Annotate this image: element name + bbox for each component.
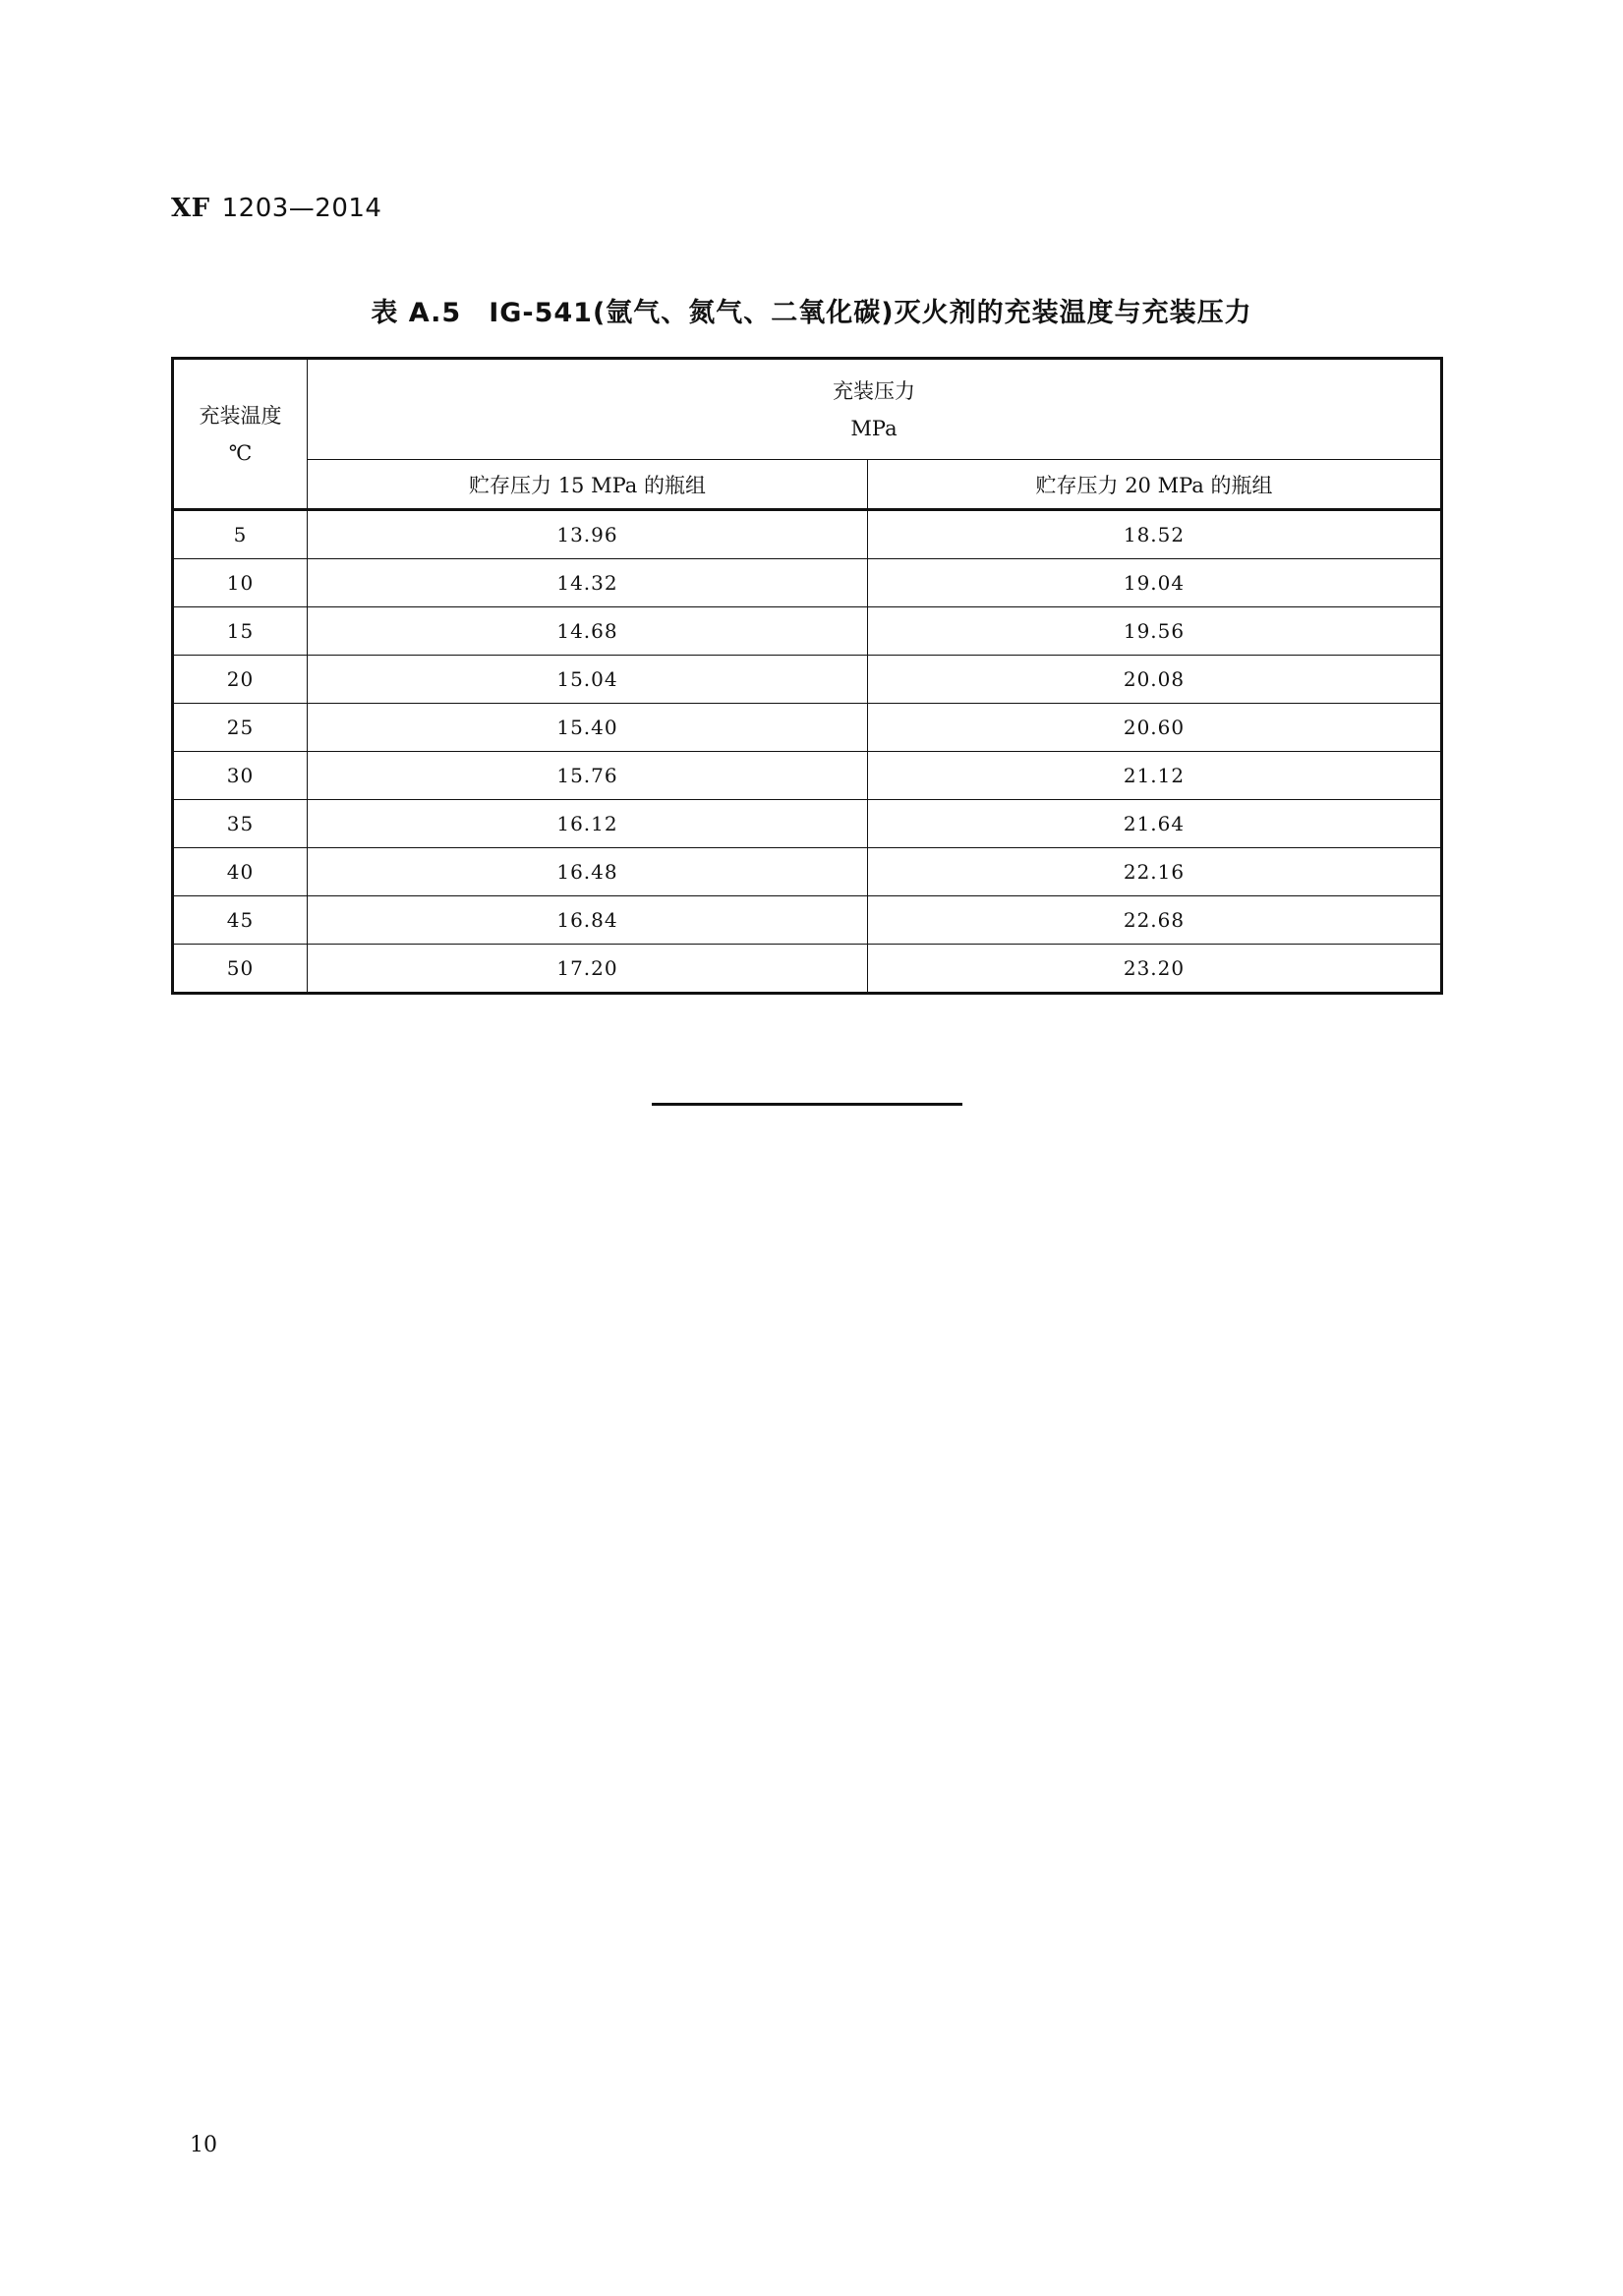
table-number: 表 A.5 — [371, 298, 462, 328]
pressure-15mpa-cell: 15.76 — [308, 752, 868, 800]
document-code — [171, 194, 381, 223]
sub-header-20mpa: 贮存压力 20 MPa 的瓶组 — [868, 460, 1442, 510]
table-header — [173, 359, 1442, 510]
table-title — [0, 291, 1623, 329]
pressure-header-label: 充装压力 — [833, 378, 915, 403]
pressure-15mpa-cell: 13.96 — [308, 510, 868, 559]
pressure-20mpa-cell: 21.12 — [868, 752, 1442, 800]
pressure-15mpa-cell: 17.20 — [308, 945, 868, 994]
temperature-cell: 40 — [173, 848, 308, 896]
temperature-cell: 45 — [173, 896, 308, 945]
pressure-15mpa-cell: 16.84 — [308, 896, 868, 945]
temperature-cell: 50 — [173, 945, 308, 994]
temperature-cell: 25 — [173, 704, 308, 752]
temperature-column-header — [173, 359, 308, 510]
pressure-15mpa-cell: 16.12 — [308, 800, 868, 848]
table-row — [173, 752, 1442, 800]
pressure-15mpa-cell: 14.68 — [308, 607, 868, 656]
table-row — [173, 945, 1442, 994]
pressure-15mpa-cell: 15.04 — [308, 656, 868, 704]
pressure-20mpa-cell: 23.20 — [868, 945, 1442, 994]
pressure-header-unit: MPa — [850, 416, 898, 440]
sub-header-15mpa: 贮存压力 15 MPa 的瓶组 — [308, 460, 868, 510]
pressure-20mpa-cell: 20.08 — [868, 656, 1442, 704]
pressure-20mpa-cell: 22.16 — [868, 848, 1442, 896]
pressure-20mpa-cell: 21.64 — [868, 800, 1442, 848]
table-row — [173, 510, 1442, 559]
temperature-header-label: 充装温度 — [199, 403, 282, 428]
table-row — [173, 559, 1442, 607]
table-row — [173, 704, 1442, 752]
temperature-cell: 15 — [173, 607, 308, 656]
temperature-cell: 10 — [173, 559, 308, 607]
document-code-prefix: XF — [171, 194, 210, 223]
temperature-cell: 30 — [173, 752, 308, 800]
pressure-20mpa-cell: 19.56 — [868, 607, 1442, 656]
pressure-20mpa-cell: 19.04 — [868, 559, 1442, 607]
table-body — [173, 510, 1442, 994]
pressure-20mpa-cell: 22.68 — [868, 896, 1442, 945]
temperature-cell: 20 — [173, 656, 308, 704]
pressure-15mpa-cell: 16.48 — [308, 848, 868, 896]
pressure-20mpa-cell: 18.52 — [868, 510, 1442, 559]
pressure-20mpa-cell: 20.60 — [868, 704, 1442, 752]
table-caption: IG-541(氩气、氮气、二氧化碳)灭火剂的充装温度与充装压力 — [489, 298, 1252, 328]
pressure-15mpa-cell: 14.32 — [308, 559, 868, 607]
table-row — [173, 896, 1442, 945]
temperature-cell: 35 — [173, 800, 308, 848]
temperature-header-unit: ℃ — [228, 440, 253, 465]
table-row — [173, 607, 1442, 656]
filling-pressure-table — [171, 357, 1443, 995]
table-row — [173, 848, 1442, 896]
pressure-15mpa-cell: 15.40 — [308, 704, 868, 752]
document-code-number: 1203—2014 — [221, 194, 382, 223]
page-number: 10 — [190, 2133, 217, 2157]
temperature-cell: 5 — [173, 510, 308, 559]
table-row — [173, 800, 1442, 848]
table-row — [173, 656, 1442, 704]
pressure-column-header — [308, 359, 1442, 460]
end-of-document-rule — [652, 1103, 962, 1106]
